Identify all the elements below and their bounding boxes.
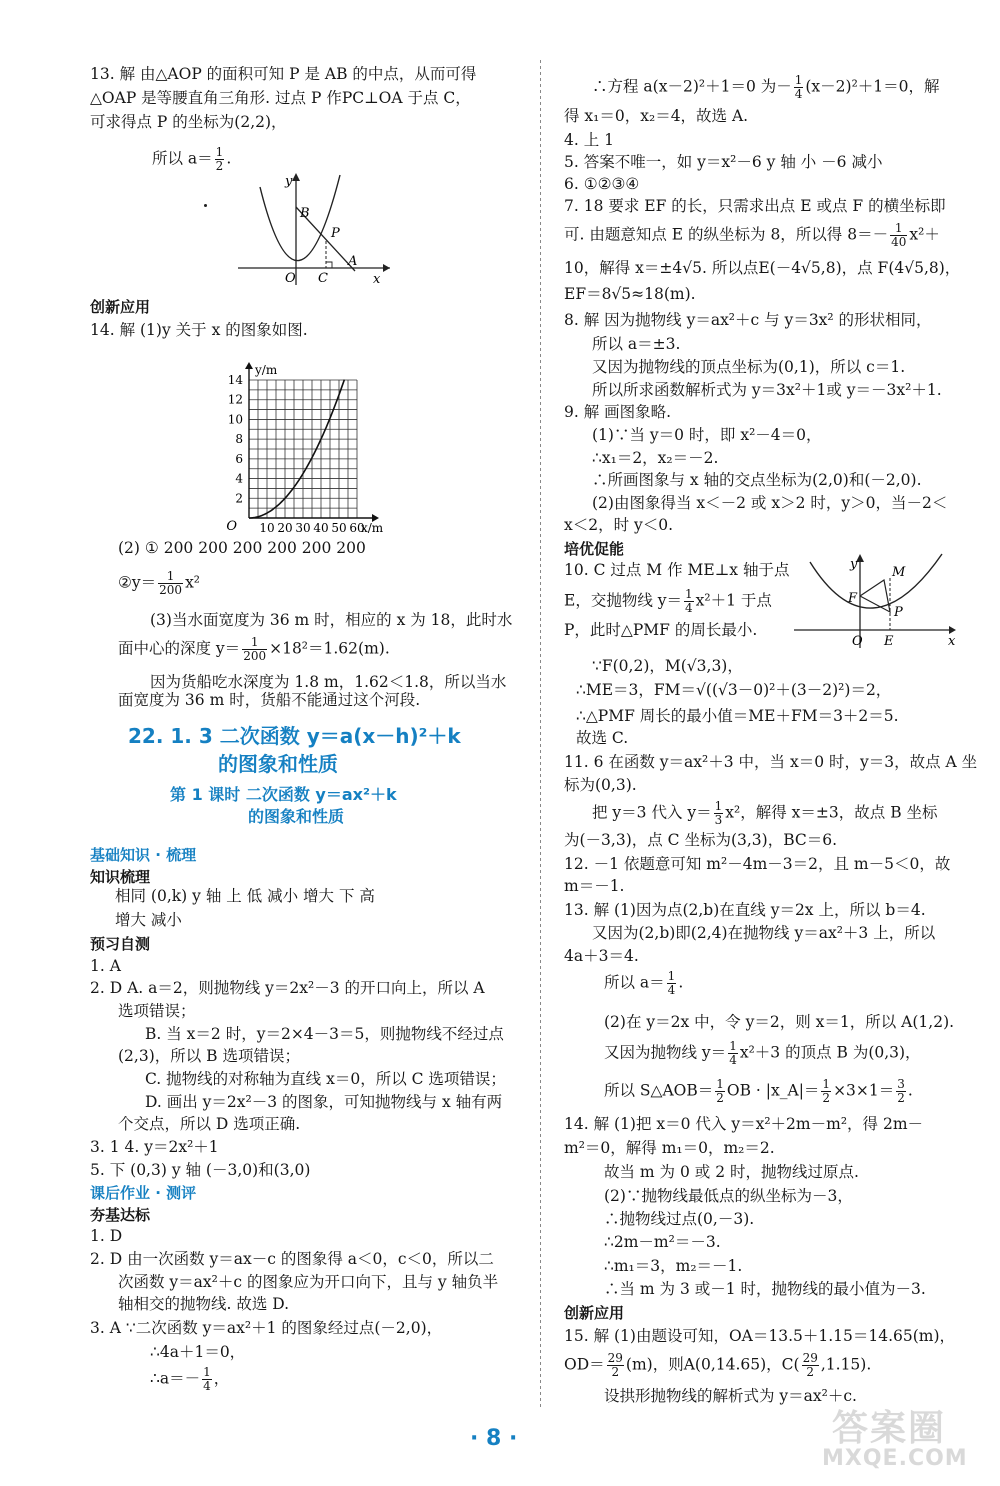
r14-line4: (2)∵抛物线最低点的纵坐标为－3， (604, 1187, 853, 1205)
x-tick-label: 30 (295, 521, 311, 535)
r9-line2: (1)∵当 y＝0 时，即 x²－4＝0， (592, 426, 822, 444)
r13-line5: (2)在 y＝2x 中，令 y＝2，则 x＝1，所以 A(1,2). (604, 1013, 955, 1031)
watermark-logo: 答案圈 MXQE.COM (822, 1408, 968, 1471)
y2-line7: 个交点，所以 D 选项正确. (118, 1115, 301, 1133)
x-tick-label: 10 (259, 521, 275, 535)
r13-fraction5: $\frac{3}{2}$ (897, 1077, 905, 1105)
r14-line2: m²＝0，解得 m₁＝0，m₂＝2. (564, 1139, 775, 1157)
section-yxzc: 预习自测 (90, 935, 151, 953)
q14-line6: 因为货船吃水深度为 1.8 m，1.62＜1.8，所以当水 (150, 673, 507, 691)
section-jczs: 基础知识 · 梳理 (90, 846, 197, 864)
speck (204, 204, 207, 207)
k3-line1: 3. A ∵二次函数 y＝ax²＋1 的图象经过点(－2,0)， (90, 1319, 443, 1337)
r7-line4: EF＝8√5≈18(m). (564, 285, 696, 303)
q13-fig-P: P (331, 226, 340, 241)
origin-label: O (226, 519, 237, 534)
r1: ∴方程 a(x－2)²＋1＝0 为－ $\frac{1}{4}$ (x－2)²＋1＝0，解 (592, 73, 940, 101)
r8-line1: 8. 解 因为抛物线 y＝ax²＋c 与 y＝3x² 的形状相同， (564, 311, 932, 329)
q13-fig-B: B (300, 206, 310, 221)
y2-line2: 选项错误； (118, 1002, 196, 1020)
r14-line5: ∴抛物线过点(0,－3). (604, 1210, 755, 1228)
q14-line1: 14. 解 (1)y 关于 x 的图象如图. (90, 321, 308, 339)
q10-fig-O: O (852, 634, 863, 649)
r1-fraction: $\frac{1}{4}$ (794, 73, 803, 101)
section-title-main-2: 的图象和性质 (218, 752, 338, 776)
section-zsl: 知识梳理 (90, 868, 151, 886)
section-title-main: 22. 1. 3 二次函数 y＝a(x－h)²＋k (128, 724, 461, 748)
q14-line7: 面宽度为 36 m 时，货船不能通过这个河段. (118, 691, 421, 709)
r14-line8: ∴当 m 为 3 或－1 时，抛物线的最小值为－3. (604, 1280, 926, 1298)
q10-fig-M: M (892, 565, 906, 580)
zs-line2: 增大 减小 (115, 911, 182, 929)
r10-line2: E，交抛物线 y＝ $\frac{1}{4}$ x²＋1 于点 (564, 587, 772, 615)
lesson-title: 第 1 课时 二次函数 y＝ax²＋k (170, 785, 397, 804)
x-tick-label: 20 (277, 521, 293, 535)
r13-line1: 13. 解 (1)因为点(2,b)在直线 y＝2x 上，所以 b＝4. (564, 901, 926, 919)
r2: 得 x₁＝0，x₂＝4，故选 A. (564, 107, 749, 125)
section-cxyy: 创新应用 (90, 298, 151, 316)
q10-fig-y: y (850, 557, 858, 572)
q14-line5: 面中心的深度 y＝ $\frac{1}{200}$ ×18²＝1.62(m). (118, 635, 390, 663)
q10-parabola-figure (790, 548, 960, 650)
r13-line2: 又因为(2,b)即(2,4)在抛物线 y＝ax²＋3 上，所以 (592, 924, 936, 942)
r9-line6: x＜2，时 y＜0. (564, 516, 674, 534)
r11-line4: 为(－3,3)，点 C 坐标为(3,3)，BC＝6. (564, 831, 838, 849)
r14-line6: ∴2m－m²＝－3. (604, 1233, 721, 1251)
q14-line2: (2) ① 200 200 200 200 200 200 (118, 539, 366, 557)
r7-line3: 10，解得 x＝±4√5. 所以点E(－4√5,8)，点 F(4√5,8)， (564, 259, 961, 277)
r8-line3: 又因为抛物线的顶点坐标为(0,1)，所以 c＝1. (592, 358, 906, 376)
r8-line2: 所以 a＝±3. (592, 335, 681, 353)
page-number: · 8 · (470, 1426, 518, 1451)
r13-fraction2: $\frac{1}{4}$ (729, 1039, 737, 1067)
r13-line3: 4a＋3＝4. (564, 947, 639, 965)
r13-line6: 又因为抛物线 y＝ $\frac{1}{4}$ x²＋3 的顶点 B 为(0,3)， (604, 1039, 921, 1067)
q10-fig-P: P (894, 605, 903, 620)
column-divider (540, 60, 541, 1410)
k1: 1. D (90, 1227, 123, 1245)
q10-fig-x: x (948, 634, 956, 649)
x-axis-label: x/m (361, 521, 384, 535)
section-cxyy-2: 创新应用 (564, 1304, 625, 1322)
r15-line2: OD＝ $\frac{29}{2}$ (m)，则A(0,14.65)，C( $\frac{29}{2}$ ,1.15). (564, 1351, 872, 1379)
q13-text: 所以 a＝ (152, 149, 213, 168)
r13-fraction: $\frac{1}{4}$ (667, 969, 676, 997)
r9-line3: ∴x₁＝2，x₂＝－2. (592, 449, 719, 467)
q13-fig-A: A (348, 254, 358, 269)
y-tick-label: 14 (227, 373, 243, 387)
y-axis-arrow (245, 362, 253, 369)
q13-fig-y: y (285, 174, 293, 189)
y-tick-label: 6 (235, 451, 243, 466)
y3-4: 3. 1 4. y＝2x²＋1 (90, 1138, 219, 1156)
q14-chart (225, 338, 415, 538)
q13-fraction: $\frac{1}{2}$ (215, 145, 224, 173)
y2-line1: 2. D A. a＝2，则抛物线 y＝2x²－3 的开口向上，所以 A (90, 979, 485, 997)
section-pyc: 培优促能 (564, 540, 625, 558)
q13-line4: 所以 a＝ $\frac{1}{2}$ . (152, 145, 232, 173)
q13-parabola-figure (230, 165, 400, 290)
y1: 1. A (90, 957, 121, 975)
y2-line5: C. 抛物线的对称轴为直线 x＝0，所以 C 选项错误； (145, 1070, 506, 1088)
y-tick-label: 12 (227, 392, 243, 407)
k2-line2: 次函数 y＝ax²＋c 的图象应为开口向下，且与 y 轴负半 (118, 1273, 499, 1291)
r10-line1: 10. C 过点 M 作 ME⊥x 轴于点 (564, 561, 790, 579)
k2-line3: 轴相交的抛物线. 故选 D. (118, 1295, 290, 1313)
r5: 5. 答案不唯一，如 y＝x²－6 y 轴 小 －6 减小 (564, 153, 883, 171)
r10-line3: P，此时△PMF 的周长最小. (564, 621, 758, 639)
r15-fraction2: $\frac{29}{2}$ (802, 1351, 818, 1379)
q14-fraction: $\frac{1}{200}$ (159, 569, 183, 597)
k2-line1: 2. D 由一次函数 y＝ax－c 的图象得 a＜0，c＜0，所以二 (90, 1250, 494, 1268)
y-axis-label: y/m (255, 363, 278, 377)
r7-line1: 7. 18 要求 EF 的长，只需求出点 E 或点 F 的横坐标即 (564, 197, 946, 215)
q13-fig-C: C (318, 271, 328, 286)
r7-line2: 可. 由题意知点 E 的纵坐标为 8，所以得 8＝－ $\frac{1}{40}$ x²＋ (564, 221, 940, 249)
y2-line3: B. 当 x＝2 时，y＝2×4－3＝5，则抛物线不经过点 (145, 1025, 504, 1043)
r13-line7: 所以 S△AOB＝ $\frac{1}{2}$ OB · |x_A|＝ $\frac{1}{2}$ ×3×1＝ $\frac{3}{2}$ . (604, 1077, 913, 1105)
r11-line3: 把 y＝3 代入 y＝ $\frac{1}{3}$ x²，解得 x＝±3，故点 B 坐标 (592, 799, 938, 827)
k3-fraction: $\frac{1}{4}$ (203, 1365, 211, 1393)
r7-fraction: $\frac{1}{40}$ (891, 221, 907, 249)
q10-fig-F: F (848, 591, 858, 606)
zs-line1: 相同 (0,k) y 轴 上 低 减小 增大 下 高 (115, 887, 375, 905)
y-tick-label: 4 (235, 471, 243, 486)
q13-line1: 13. 解 由△AOP 的面积可知 P 是 AB 的中点，从而可得 (90, 65, 477, 83)
k3-line3: ∴a＝－ $\frac{1}{4}$ ， (150, 1365, 230, 1393)
r11-line2: 标为(0,3). (564, 776, 637, 794)
k3-line2: ∴4a＋1＝0， (150, 1343, 246, 1361)
r15-fraction: $\frac{29}{2}$ (607, 1351, 623, 1379)
x-tick-label: 50 (331, 521, 347, 535)
y-tick-label: 2 (235, 491, 243, 506)
r10-line7: 故选 C. (576, 729, 629, 747)
r10-line6: ∴△PMF 周长的最小值＝ME＋FM＝3＋2＝5. (576, 707, 899, 725)
r4: 4. 上 1 (564, 131, 615, 149)
r15-line3: 设拱形抛物线的解析式为 y＝ax²＋c. (604, 1387, 857, 1405)
y-tick-label: 10 (227, 412, 243, 427)
r9-line5: (2)由图象得当 x＜－2 或 x＞2 时，y＞0，当－2＜ (592, 494, 948, 512)
section-khzy: 课后作业 · 测评 (90, 1184, 197, 1202)
r11-fraction: $\frac{1}{3}$ (714, 799, 723, 827)
r9-line4: ∴所画图象与 x 轴的交点坐标为(2,0)和(－2,0). (592, 471, 922, 489)
r12-line2: m＝－1. (564, 877, 625, 895)
lesson-title-2: 的图象和性质 (248, 807, 345, 826)
r14-line1: 14. 解 (1)把 x＝0 代入 y＝x²＋2m－m²，得 2m－ (564, 1115, 924, 1133)
r6: 6. ①②③④ (564, 175, 640, 193)
q13-fig-x: x (373, 272, 381, 287)
r10-line5: ∴ME＝3，FM＝√((√3－0)²＋(3－2)²)＝2， (576, 681, 892, 699)
r13-line4: 所以 a＝ $\frac{1}{4}$ . (604, 969, 684, 997)
q13-line3: 可求得点 P 的坐标为(2,2)， (90, 113, 287, 131)
y2-line6: D. 画出 y＝2x²－3 的图象，可知抛物线与 x 轴有两 (145, 1093, 503, 1111)
q13-fig-O: O (285, 271, 296, 286)
r10-fraction: $\frac{1}{4}$ (685, 587, 693, 615)
y5: 5. 下 (0,3) y 轴 (－3,0)和(3,0) (90, 1161, 311, 1179)
r9-line1: 9. 解 画图象略. (564, 403, 672, 421)
r14-line7: ∴m₁＝3，m₂＝－1. (604, 1257, 743, 1275)
x-tick-label: 60 (349, 521, 365, 535)
r13-fraction4: $\frac{1}{2}$ (822, 1077, 831, 1105)
q13-line2: △OAP 是等腰直角三角形. 过点 P 作PC⊥OA 于点 C， (90, 89, 471, 107)
r8-line4: 所以所求函数解析式为 y＝3x²＋1或 y＝－3x²＋1. (592, 381, 942, 399)
r12-line1: 12. －1 依题意可知 m²－4m－3＝2，且 m－5＜0，故 (564, 855, 951, 873)
q14-line4: (3)当水面宽度为 36 m 时，相应的 x 为 18，此时水 (150, 611, 513, 629)
x-tick-label: 40 (313, 521, 329, 535)
q10-fig-E: E (884, 634, 894, 649)
r13-fraction3: $\frac{1}{2}$ (716, 1077, 724, 1105)
r15-line1: 15. 解 (1)由题设可知，OA＝13.5＋1.15＝14.65(m)， (564, 1327, 956, 1345)
y-tick-label: 8 (235, 432, 243, 447)
r11-line1: 11. 6 在函数 y＝ax²＋3 中，当 x＝0 时，y＝3，故点 A 坐 (564, 753, 978, 771)
q14-fraction2: $\frac{1}{200}$ (243, 635, 267, 663)
y2-line4: (2,3)，所以 B 选项错误； (118, 1047, 300, 1065)
r10-line4: ∵F(0,2)，M(√3,3)， (592, 657, 743, 675)
q14-line3: ②y＝ $\frac{1}{200}$ x² (118, 569, 201, 597)
section-hjdb: 夯基达标 (90, 1206, 151, 1224)
r14-line3: 故当 m 为 0 或 2 时，抛物线过原点. (604, 1163, 859, 1181)
